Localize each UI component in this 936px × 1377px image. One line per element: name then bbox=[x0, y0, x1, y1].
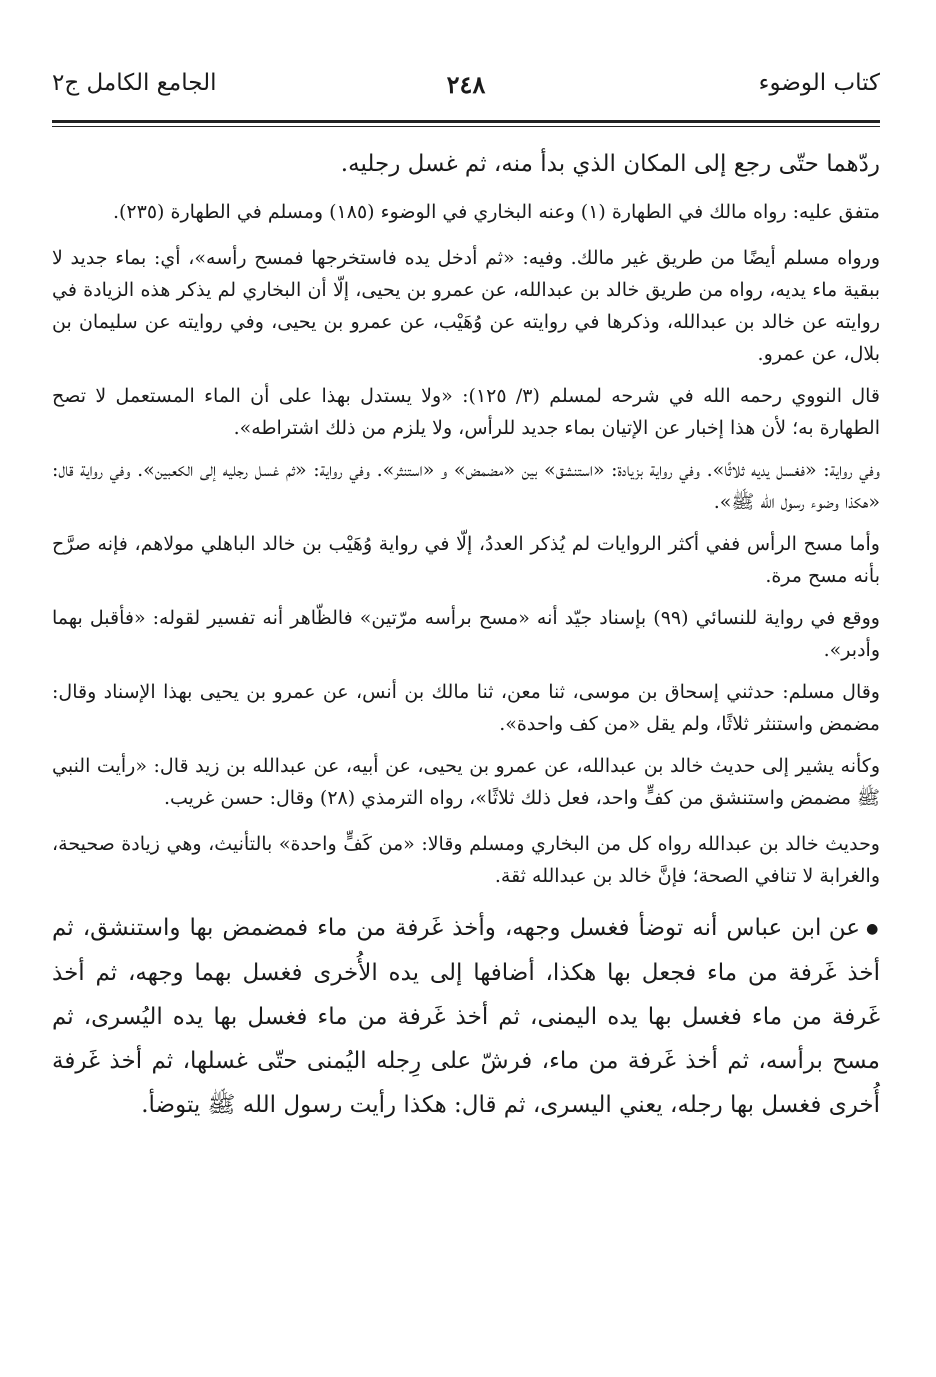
commentary-paragraph: وفي رواية: «فغسل يديه ثلاثًا». وفي رواية بزيادة: «استنشق» بين «مضمض» و «استنثر». وفي رواية: «ثم غسل رجليه إلى الكعبين». وفي رواية قال: «هكذا وضوء رسول الله ﷺ». bbox=[52, 459, 880, 513]
header-rule-thick bbox=[52, 120, 880, 123]
commentary-paragraph: قال النووي رحمه الله في شرحه لمسلم (٣/ ١٢٥): «ولا يستدل بهذا على أن الماء المستعمل لا تصح الطهارة به؛ لأن هذا إخبار عن الإتيان بماء جديد للرأس، ولا يلزم من ذلك اشتراطه». bbox=[52, 385, 880, 439]
commentary-paragraph: وأما مسح الرأس ففي أكثر الروايات لم يُذكر العددُ، إلّا في رواية وُهَيْب بن خالد الباهلي مولاهم، فإنه صرَّح بأنه مسح مرة. bbox=[52, 533, 880, 587]
commentary-paragraph: ووقع في رواية للنسائي (٩٩) بإسناد جيّد أنه «مسح برأسه مرّتين» فالظّاهر أنه تفسير لقوله: «فأقبل بهما وأدبر». bbox=[52, 607, 880, 661]
running-header bbox=[52, 66, 880, 110]
header-rule-thin bbox=[52, 126, 880, 127]
chapter-title: كتاب الوضوء bbox=[758, 70, 880, 96]
commentary-paragraph: وقال مسلم: حدثني إسحاق بن موسى، ثنا معن، ثنا مالك بن أنس، عن عمرو بن يحيى بهذا الإسناد وقال: مضمض واستنثر ثلاثًا، ولم يقل «من كف واحدة». bbox=[52, 681, 880, 735]
commentary-paragraph: ورواه مسلم أيضًا من طريق غير مالك. وفيه: «ثم أدخل يده فاستخرجها فمسح رأسه»، أي: بماء جديد لا ببقية ماء يديه، رواه من طريق خالد بن عبدالله، عن عمرو بن يحيى، إلّا أن البخاري لم يذكر هذه الزيادة في روايته عن خالد بن عبدالله، وذكرها في روايته عن وُهَيْب، عن عمرو بن يحيى، وفي روايته عن سليمان بن بلال، عن عمرو. bbox=[52, 247, 880, 365]
book-title: الجامع الكامل ج٢ bbox=[52, 70, 217, 96]
page-body bbox=[52, 142, 880, 1127]
page-number: ٢٤٨ bbox=[446, 70, 486, 99]
commentary-paragraph: وكأنه يشير إلى حديث خالد بن عبدالله، عن عمرو بن يحيى، عن أبيه، عن عبدالله بن زيد قال: «رأيت النبي ﷺ مضمض واستنشق من كفٍّ واحد، فعل ذلك ثلاثًا»، رواه الترمذي (٢٨) وقال: حسن غريب. bbox=[52, 755, 880, 809]
hadith-text-continuation: ردّهما حتّى رجع إلى المكان الذي بدأ منه، ثم غسل رجليه. bbox=[340, 151, 880, 177]
hadith-text: ● عن ابن عباس أنه توضأ فغسل وجهه، وأخذ غَرفة من ماء فمضمض بها واستنشق، ثم أخذ غَرفة من ماء فجعل بها هكذا، أضافها إلى يده الأُخرى فغسل بهما وجهه، ثم أخذ غَرفة من ماء فغسل بها يده اليمنى، ثم أخذ غَرفة من ماء فغسل بها يده اليُسرى، ثم مسح برأسه، ثم أخذ غَرفة من ماء، فرشّ على رِجله اليُمنى حتّى غسلها، ثم أخذ غَرفة أُخرى فغسل بها رجله، يعني اليسرى، ثم قال: هكذا رأيت رسول الله ﷺ يتوضأ. bbox=[52, 906, 880, 1127]
takhrij-paragraph: متفق عليه: رواه مالك في الطهارة (١) وعنه البخاري في الوضوء (١٨٥) ومسلم في الطهارة (٢٣٥). bbox=[112, 201, 880, 223]
commentary-paragraph: وحديث خالد بن عبدالله رواه كل من البخاري ومسلم وقالا: «من كَفٍّ واحدة» بالتأنيث، وهي زيادة صحيحة، والغرابة لا تنافي الصحة؛ فإنَّ خالد بن عبدالله ثقة. bbox=[52, 833, 880, 887]
